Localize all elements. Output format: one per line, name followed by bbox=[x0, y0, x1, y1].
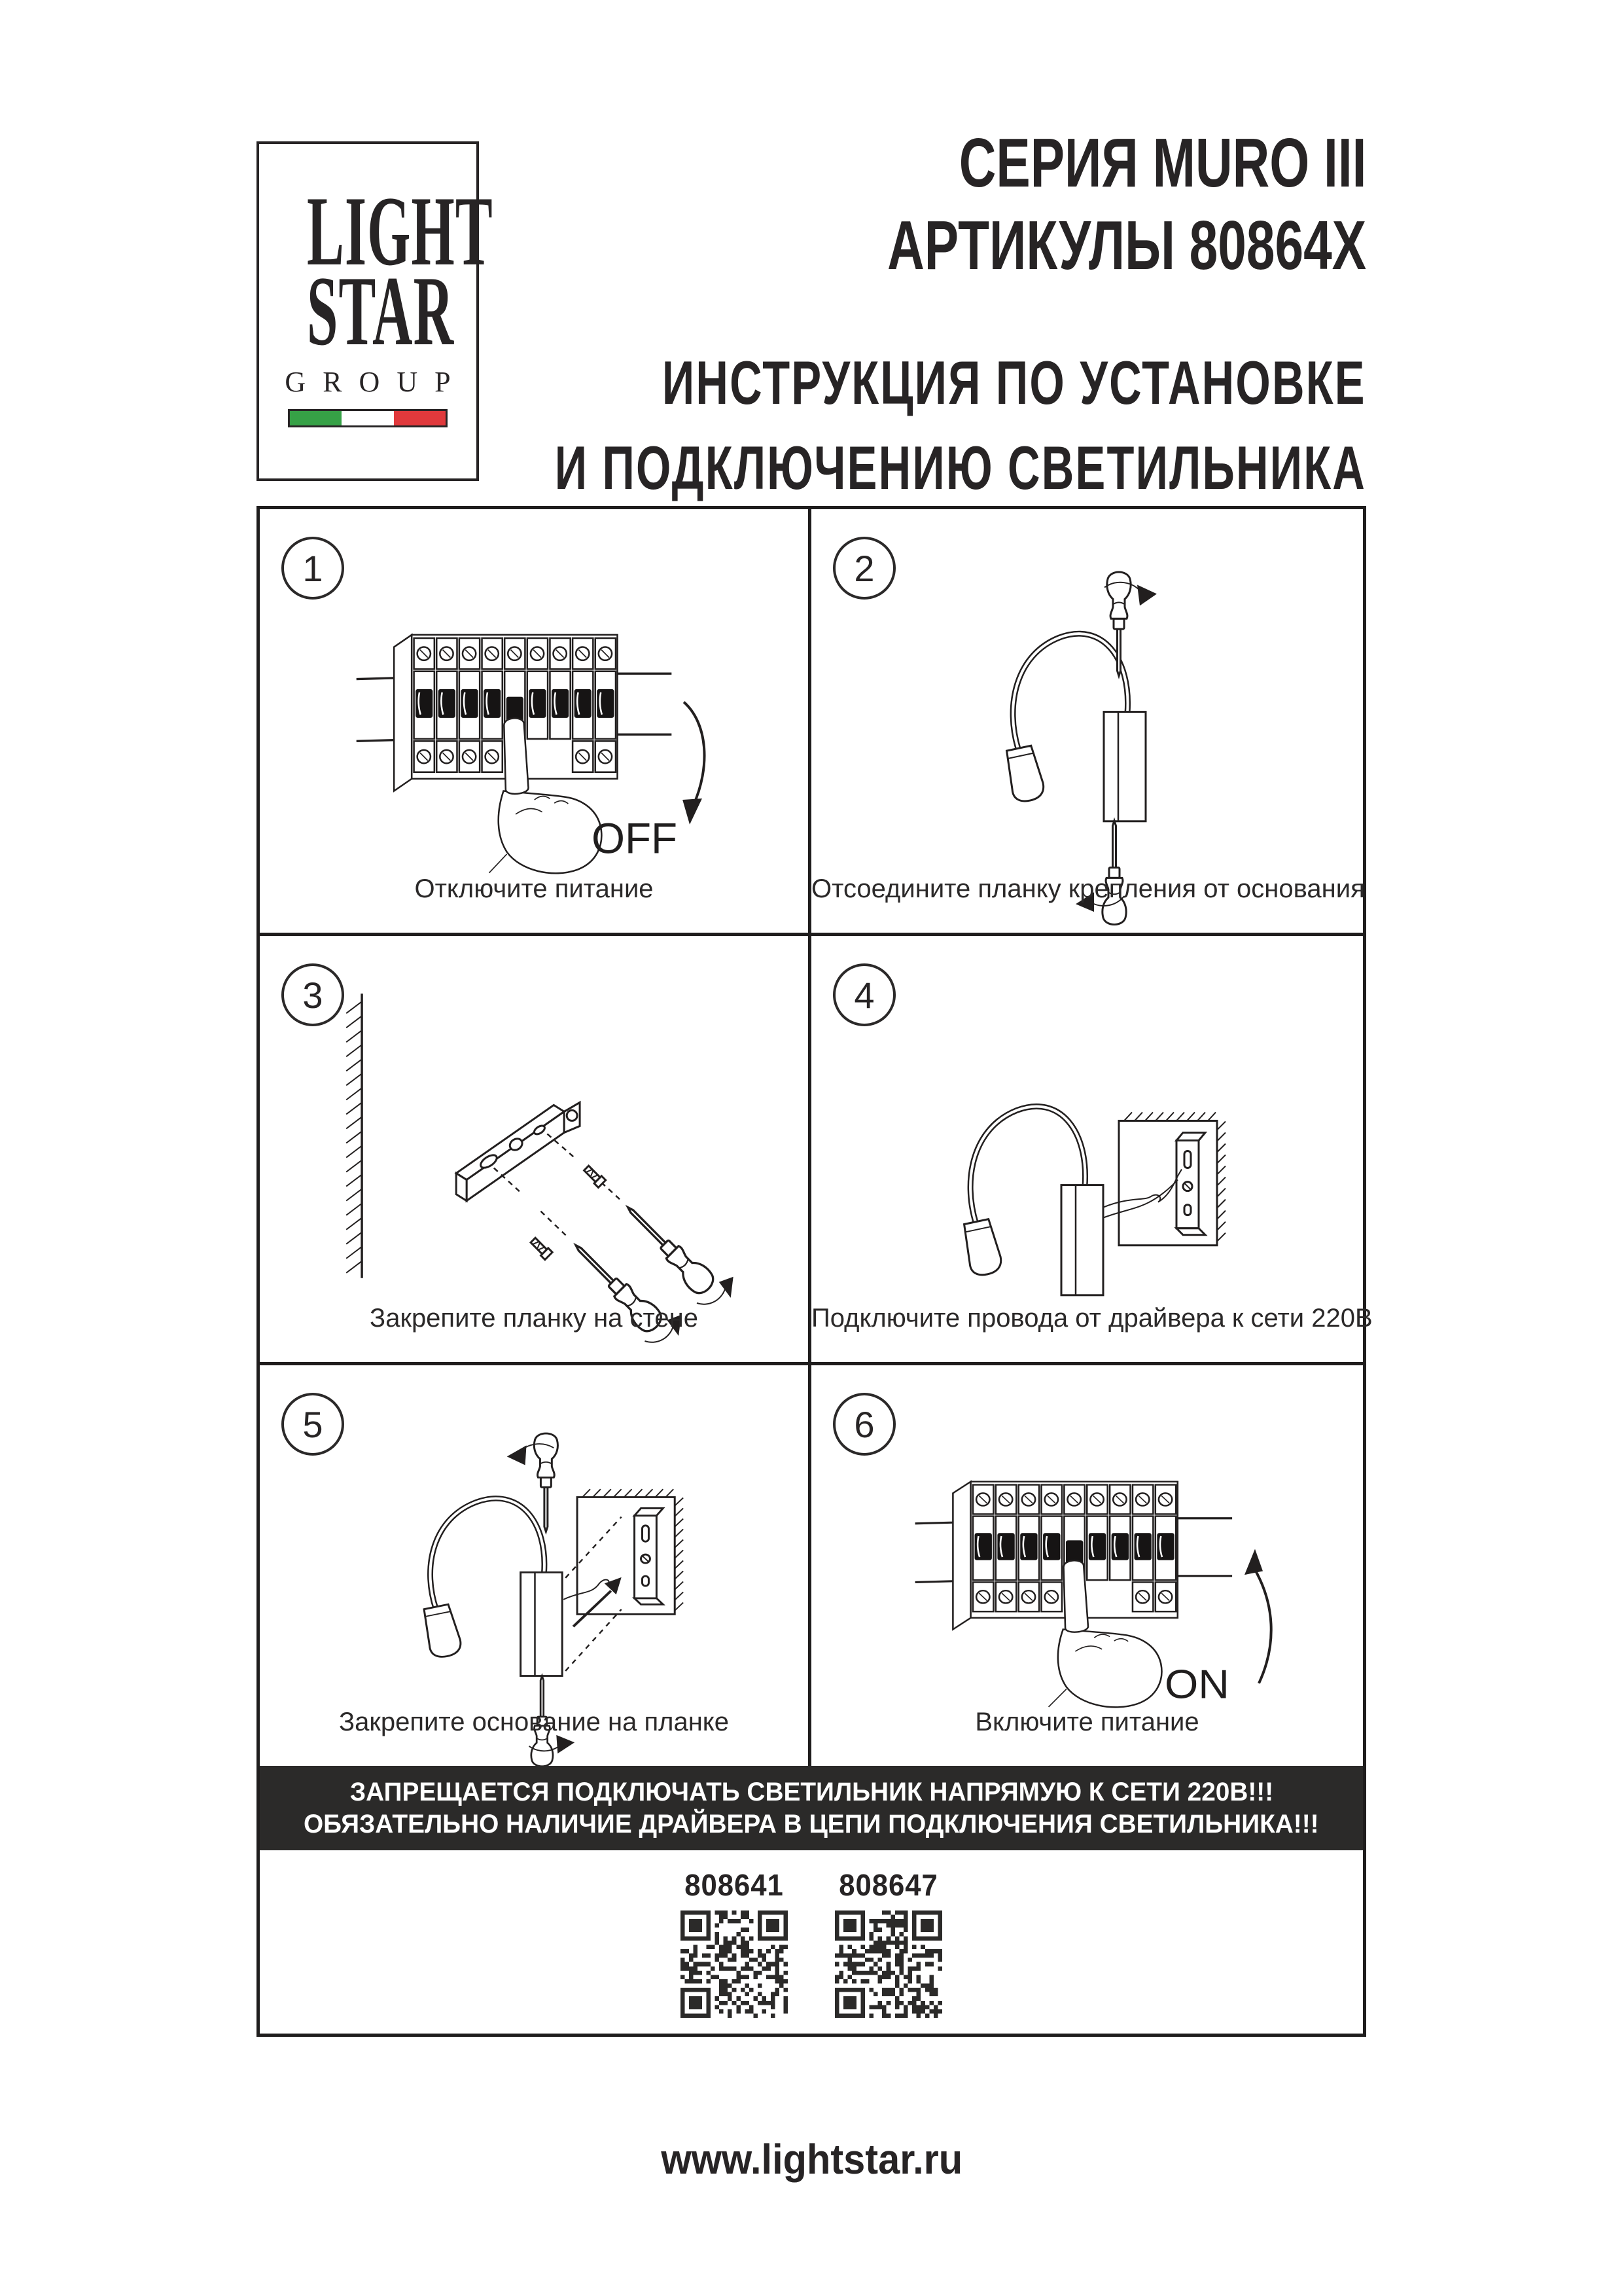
website-link: www.lightstar.ru bbox=[661, 2136, 963, 2183]
step-2-number: 2 bbox=[854, 547, 875, 589]
grid-row-1 bbox=[260, 509, 1363, 936]
series-title: СЕРИЯ MURO III bbox=[959, 124, 1366, 202]
article-column-808641 bbox=[680, 1867, 788, 2033]
step-1-cell bbox=[260, 509, 811, 936]
step-4-badge bbox=[833, 963, 896, 1026]
grid-row-3 bbox=[260, 1365, 1363, 1766]
step-3-cell bbox=[260, 936, 811, 1365]
qr-code-808641 bbox=[680, 1910, 788, 2018]
off-label: OFF bbox=[591, 814, 678, 863]
instruction-grid bbox=[256, 506, 1373, 2037]
step-2-caption: Отсоедините планку крепления от основания bbox=[811, 874, 1365, 903]
step-4-number: 4 bbox=[854, 974, 875, 1016]
article-column-808647 bbox=[835, 1867, 942, 2033]
step-6-cell bbox=[811, 1365, 1363, 1766]
step-1-number: 1 bbox=[302, 547, 323, 589]
grid-row-2 bbox=[260, 936, 1373, 1365]
subtitle-line-1: ИНСТРУКЦИЯ ПО УСТАНОВКЕ bbox=[662, 348, 1366, 417]
article-qr-section bbox=[260, 1850, 1363, 2033]
step-1-badge bbox=[281, 537, 344, 600]
subtitle-line-2: И ПОДКЛЮЧЕНИЮ СВЕТИЛЬНИКА bbox=[554, 433, 1366, 502]
step-4-cell bbox=[811, 936, 1373, 1365]
step-2-badge bbox=[833, 537, 896, 600]
footer bbox=[0, 2135, 1624, 2183]
step-6-number: 6 bbox=[854, 1403, 875, 1445]
logo-word-star: STAR bbox=[307, 256, 455, 366]
step-1-caption: Отключите питание bbox=[414, 874, 654, 903]
step-6-badge bbox=[833, 1393, 896, 1456]
warning-line-2: ОБЯЗАТЕЛЬНО НАЛИЧИЕ ДРАЙВЕРА В ЦЕПИ ПОДКЛЮЧЕНИЯ СВЕТИЛЬНИКА!!! bbox=[304, 1809, 1319, 1839]
instruction-subtitle bbox=[255, 340, 1366, 511]
step-3-number: 3 bbox=[302, 974, 323, 1016]
step-3-caption: Закрепите планку на стене bbox=[370, 1304, 698, 1333]
step-5-badge bbox=[281, 1393, 344, 1456]
step-5-caption: Закрепите основание на планке bbox=[338, 1708, 730, 1736]
header-titles bbox=[255, 122, 1366, 511]
step-5-number: 5 bbox=[302, 1403, 323, 1445]
step-4-caption: Подключите провода от драйвера к сети 220В bbox=[811, 1304, 1373, 1333]
qr-code-808647 bbox=[835, 1910, 942, 2018]
article-code: 808641 bbox=[684, 1868, 784, 1902]
step-6-caption: Включите питание bbox=[975, 1708, 1199, 1736]
logo-word-group: GROUP bbox=[285, 366, 468, 398]
article-code: 808647 bbox=[839, 1868, 938, 1902]
logo-word-light: LIGHT bbox=[307, 176, 493, 286]
step-5-cell bbox=[260, 1365, 811, 1766]
articles-title: АРТИКУЛЫ 80864X bbox=[887, 207, 1366, 284]
step-2-cell bbox=[811, 509, 1363, 936]
on-label: ON bbox=[1165, 1661, 1229, 1708]
step-3-badge bbox=[281, 963, 344, 1026]
warning-line-1: ЗАПРЕЩАЕТСЯ ПОДКЛЮЧАТЬ СВЕТИЛЬНИК НАПРЯМУЮ К СЕТИ 220В!!! bbox=[349, 1777, 1273, 1806]
warning-banner bbox=[260, 1766, 1363, 1850]
